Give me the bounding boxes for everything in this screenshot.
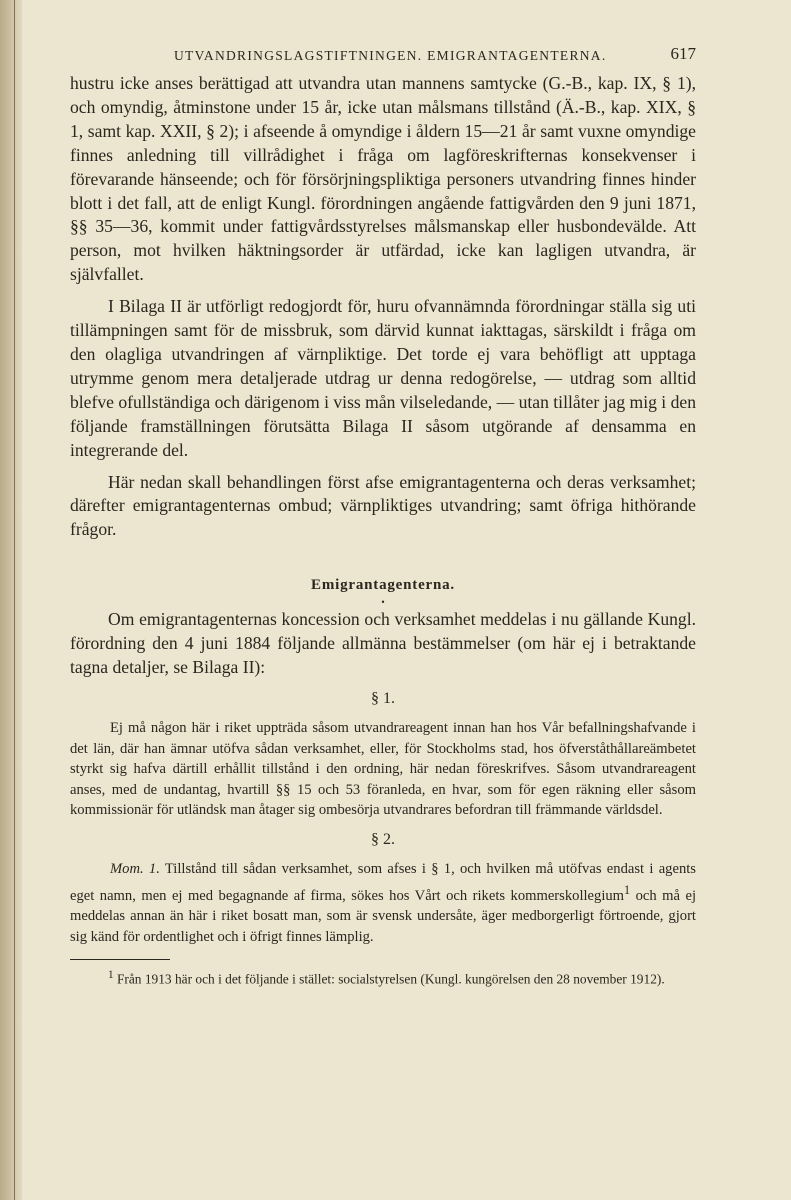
- paragraph-1: hustru icke anses berättigad att utvandra utan mannens samtycke (G.-B., kap. IX, § 1), och omyndig, åtminstone under 15 år, icke utan målsmans tillstånd (Ä.-B., kap. XIX, § 1, samt kap. XXII, § 2); i afseende å omyndige i åldern 15—21 år samt vuxne omyndige finnes anledning till villrådighet i fråga om lagföreskrifternas konsekvenser i förevarande hänseende; och för försörjningspliktiga personers utvandring finnes hinder blott i det fall, att de enligt Kungl. förordningen angående fattigvården den 9 juni 1871, §§ 35—36, kommit under fattigvårdsstyrelses målsmanskap eller husbondevälde. Att person, mot hvilken häktningsorder är utfärdad, icke kan lagligen utvandra, är självfallet.: [70, 73, 696, 285]
- footnote-text: Från 1913 här och i det följande i stället: socialstyrelsen (Kungl. kungörelsen den 28 november 1912).: [116, 971, 665, 987]
- spine-binding-line: [14, 0, 15, 1200]
- paragraph-2: I Bilaga II är utförligt redogjordt för, huru ofvannämnda förordningar ställa sig uti tillämpningen samt för de missbruk, som därvid kunnat iakttagas, särskildt i fråga om den olagliga utvandringen af värnpliktige. Det torde ej vara behöfligt att upptaga utrymme genom mera detaljerade utdrag ur denna redogörelse, — utdrag som alltid blefve ofullständiga och därigenom i viss mån vilseledande, — utan tillåter jag mig i den följande framställningen förutsätta Bilaga II såsom utgörande af densamma en integrerande del.: [70, 296, 696, 460]
- section-2-text-a: Tillstånd till sådan verksamhet, som afses i § 1, och hvilken må utöfvas endast i agents eget namn, men ej med begagnande af firma, sökes hos Vårt och rikets kommerskollegium: [70, 860, 696, 904]
- page-header: [70, 42, 696, 72]
- section-2-text: [70, 859, 696, 947]
- footnote-reference: 1: [624, 882, 631, 897]
- section-1-label: § 1.: [371, 689, 395, 707]
- paragraph-3: Här nedan skall behandlingen först afse emigrantagenterna och deras verksamhet; därefter emigrantagenternas ombud; värnpliktiges utvandring; samt öfriga hithörande frågor.: [70, 471, 696, 540]
- footnote-rule: [70, 959, 170, 960]
- book-spine-edge: [0, 0, 22, 1200]
- intro-paragraph: Om emigrantagenternas koncession och verksamhet meddelas i nu gällande Kungl. förordning den 4 juni 1884 följande allmänna bestämmelser (om här ej i betraktande tagna detaljer, se Bilaga II):: [70, 609, 696, 678]
- footnote-marker: 1: [108, 969, 114, 982]
- ornament-dot: •: [380, 598, 386, 608]
- running-head: UTVANDRINGSLAGSTIFTNINGEN. EMIGRANTAGENTERNA.: [174, 48, 607, 63]
- section-heading: Emigrantagenterna.: [311, 577, 455, 594]
- book-page: [70, 42, 696, 989]
- moment-label: Mom. 1.: [110, 860, 160, 877]
- section-1-text: Ej må någon här i riket uppträda såsom utvandrareagent innan han hos Vår befallningshafvande i det län, där han ämnar utöfva sådan verksamhet, eller, för Stockholms stad, hos öfverståthållareämbetet styrkt sig hafva därtill erhållit tillstånd i den ordning, här nedan föreskrifves. Såsom utvandrareagent anses, med de undantag, hvartill §§ 15 och 53 föranleda, en hvar, som för egen räkning eller såsom kommissionär för utländsk man åtager sig ombesörja utvandrares befordran till främmande världsdel.: [70, 719, 696, 819]
- section-2-text-b: och må ej meddelas annan än här i riket bosatt man, som är svensk undersåte, äger medborgerligt förtroende, gjort sig känd för ordentlighet och i öfrigt finnes lämplig.: [70, 887, 697, 945]
- section-2-label: § 2.: [371, 830, 395, 848]
- page-number: 617: [670, 44, 696, 63]
- footnote: [70, 966, 696, 988]
